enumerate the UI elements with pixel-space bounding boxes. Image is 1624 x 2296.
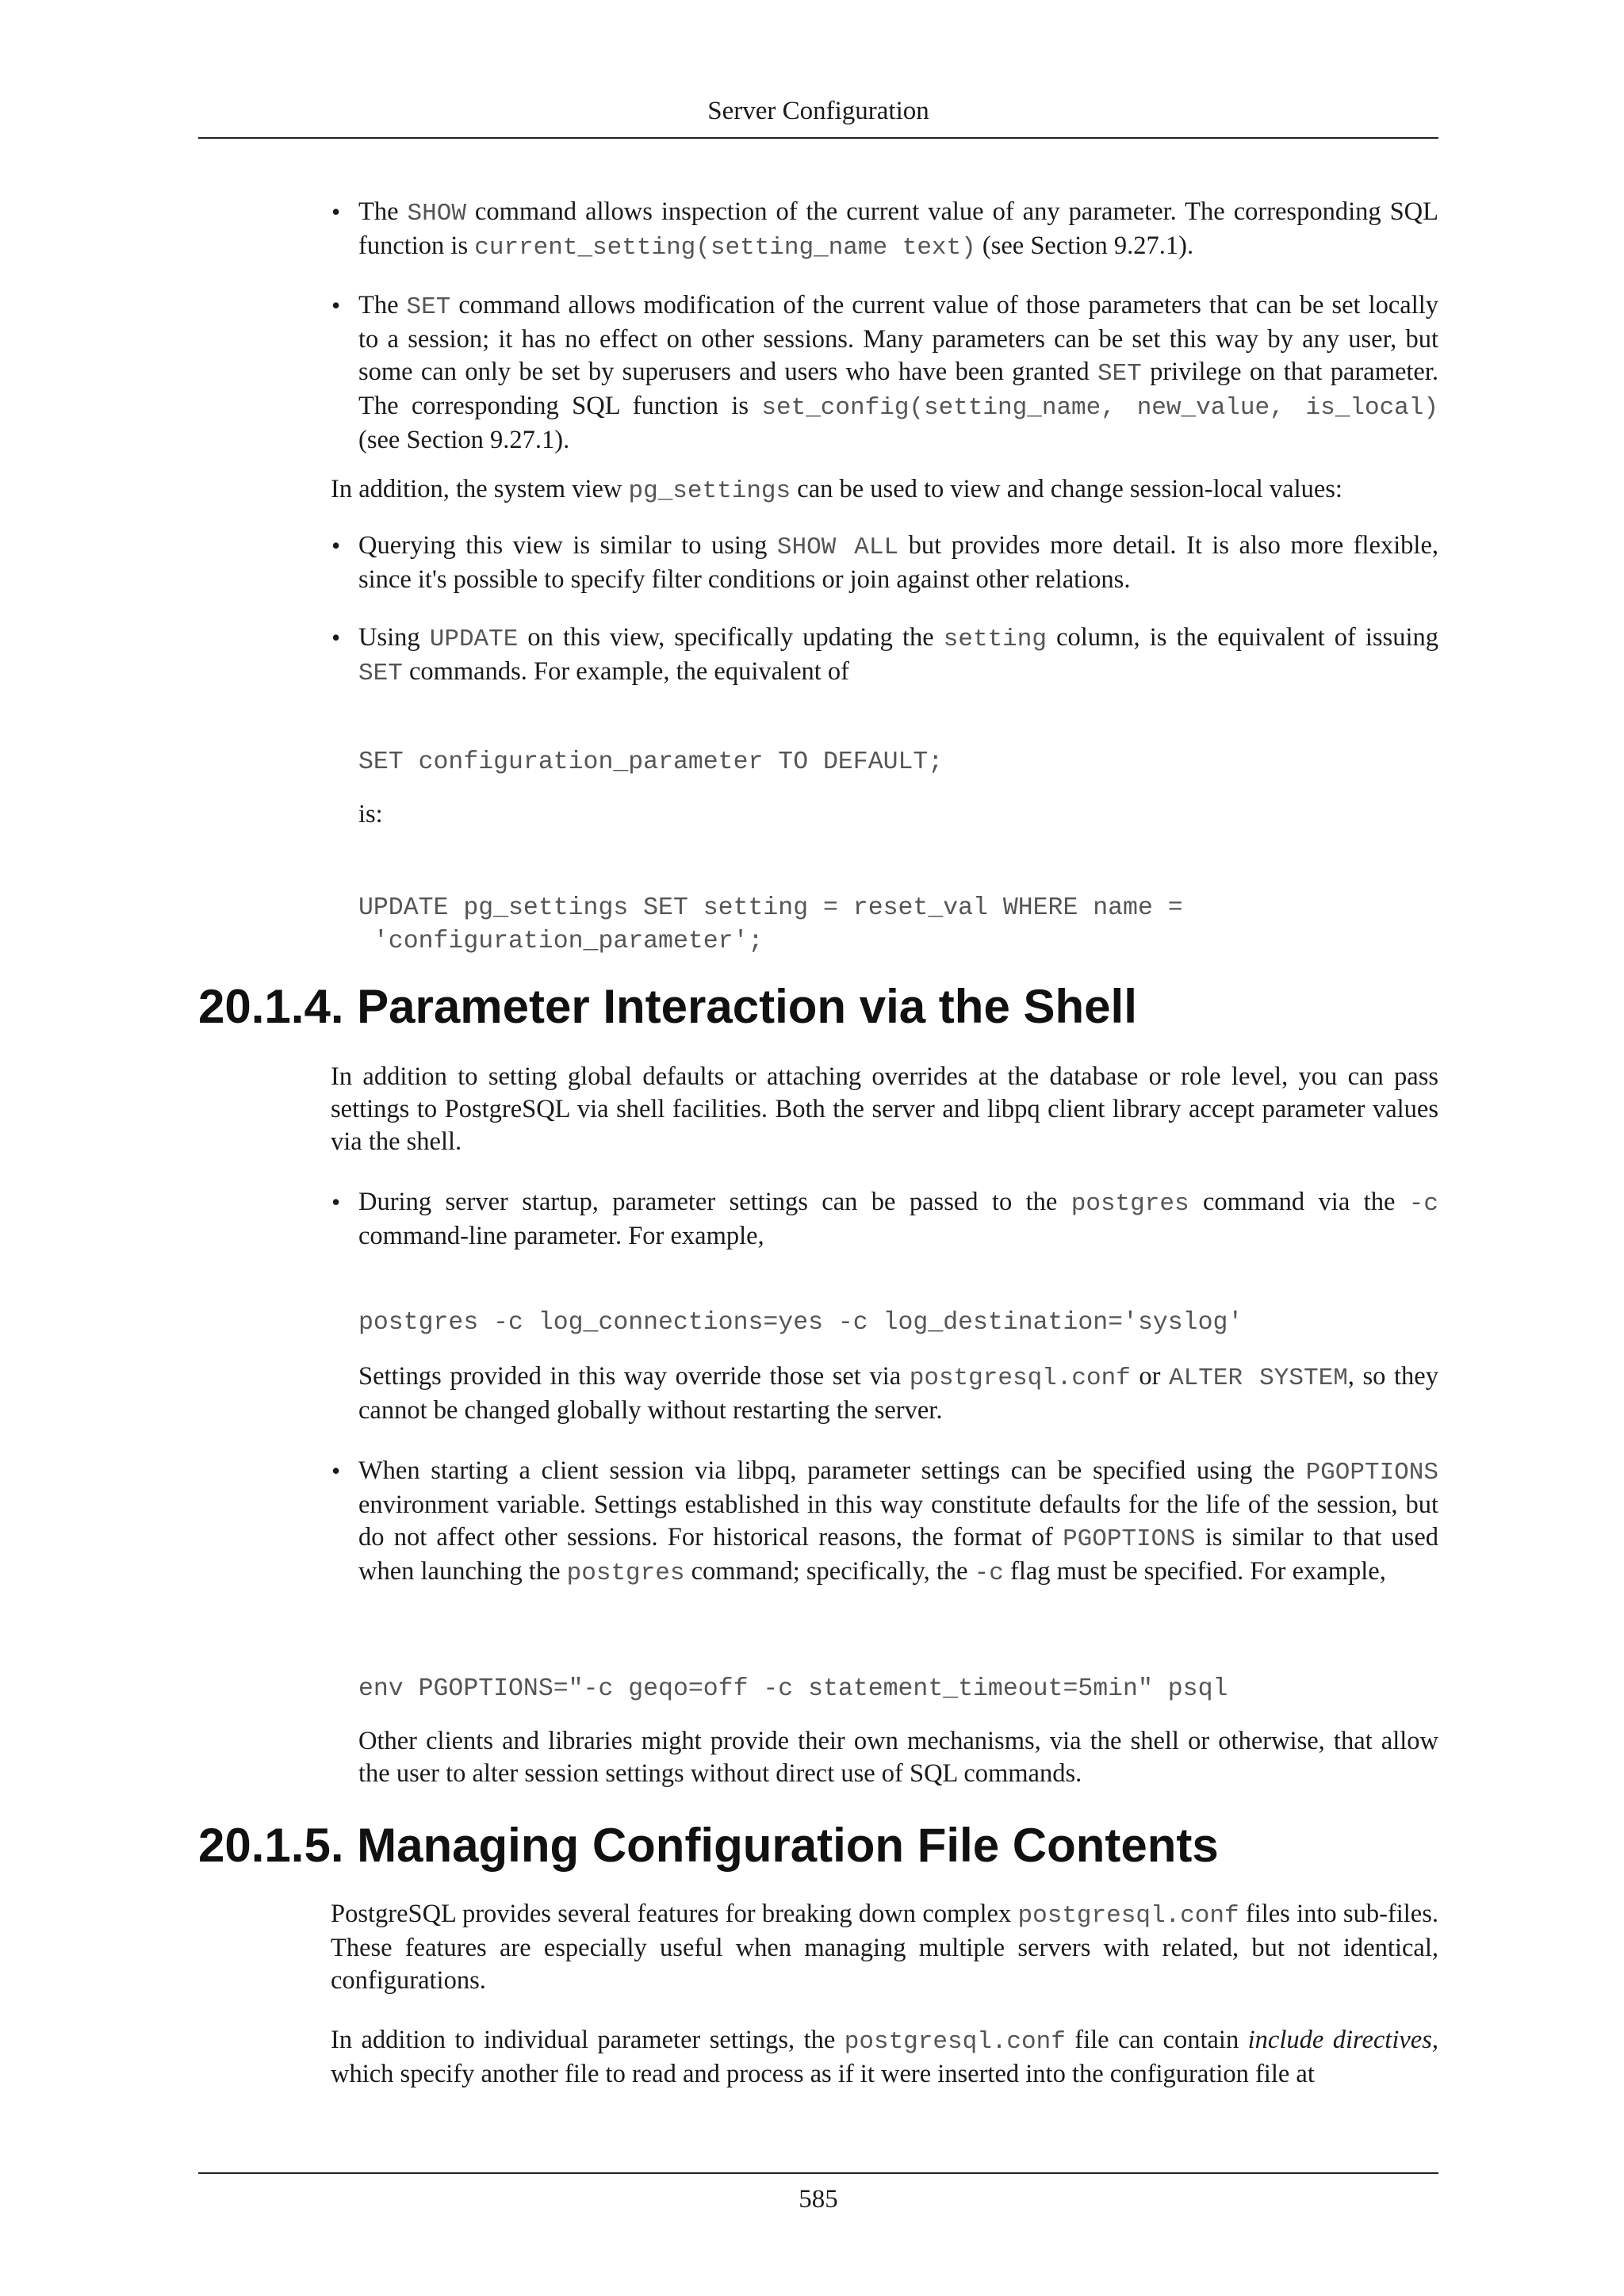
- bullet-set-command: The SET command allows modification of the current value of those parameters that can be set locally to a session; it has no effect on other sessions. Many parameters can be set this way by any user, but some can only be set by superusers and users who have been granted SET privilege on that parameter. The corresponding SQL function is set_config(setting_name, new_value, is_local) (see Section 9.27.1).: [358, 291, 1439, 454]
- inline-code: SHOW: [407, 200, 466, 228]
- bullet-marker: •: [331, 531, 341, 560]
- inline-code: postgresql.conf: [1017, 1902, 1239, 1930]
- paragraph-settings-override: Settings provided in this way override those set via postgresql.conf or ALTER SYSTEM, so they cannot be changed globally without restarting the server.: [358, 1362, 1438, 1425]
- bullet-pgoptions: When starting a client session via libpq, parameter settings can be specified using the PGOPTIONS environment variable. Settings established in this way constitute defaults for the life of the session, but do not affect other sessions. For historical reasons, the format of PGOPTIONS is similar to that used when launching the postgres command; specifically, the -c flag must be specified. For example,: [358, 1456, 1438, 1587]
- paragraph-other-clients: Other clients and libraries might provide their own mechanisms, via the shell or otherwise, that allow the user to alter session settings without direct use of SQL commands.: [358, 1727, 1438, 1788]
- bullet-marker: •: [331, 1188, 341, 1216]
- inline-code: -c: [1408, 1190, 1438, 1218]
- inline-code: SET: [358, 660, 403, 687]
- code-block-update-pg-settings: UPDATE pg_settings SET setting = reset_val WHERE name = 'configuration_parameter';: [358, 894, 1183, 955]
- inline-code: current_setting(setting_name text): [474, 234, 976, 262]
- code-block-env-pgoptions: env PGOPTIONS="-c geqo=off -c statement_timeout=5min" psql: [358, 1675, 1228, 1703]
- inline-code: postgresql.conf: [844, 2028, 1066, 2056]
- running-header: Server Configuration: [707, 97, 929, 125]
- paragraph-pg-settings: In addition, the system view pg_settings can be used to view and change session-local values:: [331, 475, 1342, 505]
- bullet-marker: •: [331, 197, 341, 226]
- inline-code: setting: [943, 626, 1047, 653]
- bullet-marker: •: [331, 291, 341, 320]
- code-block-postgres-c: postgres -c log_connections=yes -c log_destination='syslog': [358, 1309, 1243, 1337]
- inline-code: set_config(setting_name, new_value, is_local): [761, 394, 1438, 422]
- inline-code: postgres: [1071, 1190, 1189, 1218]
- footer-rule: [198, 2172, 1438, 2174]
- inline-code: postgresql.conf: [909, 1364, 1131, 1392]
- inline-code: PGOPTIONS: [1063, 1525, 1196, 1553]
- bullet-update-view: Using UPDATE on this view, specifically updating the setting column, is the equivalent of issuing SET commands. For example, the equivalent of: [358, 623, 1438, 687]
- code-block-set-default: SET configuration_parameter TO DEFAULT;: [358, 748, 944, 776]
- paragraph-shell-intro: In addition to setting global defaults or attaching overrides at the database or role level, you can pass settings to PostgreSQL via shell facilities. Both the server and libpq client library accept parameter values via the shell.: [331, 1062, 1438, 1156]
- inline-code: -c: [974, 1559, 1004, 1587]
- page-number: 585: [799, 2185, 838, 2214]
- inline-code: PGOPTIONS: [1305, 1459, 1438, 1487]
- label-is: is:: [358, 800, 383, 828]
- bullet-marker: •: [331, 623, 341, 652]
- paragraph-include-directives: In addition to individual parameter settings, the postgresql.conf file can contain include directives, which specify another file to read and process as if it were inserted into the configuration file at: [331, 2026, 1438, 2088]
- bullet-server-startup: During server startup, parameter settings can be passed to the postgres command via the -c command-line parameter. For example,: [358, 1188, 1438, 1250]
- inline-code: SET: [406, 293, 451, 321]
- section-heading-20-1-5: 20.1.5. Managing Configuration File Contents: [198, 1819, 1219, 1872]
- emphasis-term: include directives: [1247, 2026, 1432, 2054]
- bullet-show-command: The SHOW command allows inspection of the current value of any parameter. The corresponding SQL function is current_setting(setting_name text) (see Section 9.27.1).: [358, 197, 1438, 262]
- inline-code: pg_settings: [628, 477, 791, 505]
- inline-code: UPDATE: [429, 626, 519, 653]
- paragraph-config-subfiles: PostgreSQL provides several features for breaking down complex postgresql.conf files into sub-files. These features are especially useful when managing multiple servers with related, but not identical, configurations.: [331, 1900, 1438, 1995]
- inline-code: SHOW ALL: [776, 534, 899, 561]
- bullet-querying-view: Querying this view is similar to using SHOW ALL but provides more detail. It is also more flexible, since it's possible to specify filter conditions or join against other relations.: [358, 531, 1439, 594]
- inline-code: ALTER SYSTEM: [1169, 1364, 1348, 1392]
- header-rule: [198, 137, 1438, 139]
- bullet-marker: •: [331, 1456, 341, 1485]
- inline-code: SET: [1097, 360, 1142, 388]
- section-heading-20-1-4: 20.1.4. Parameter Interaction via the Shell: [198, 980, 1137, 1033]
- inline-code: postgres: [566, 1559, 685, 1587]
